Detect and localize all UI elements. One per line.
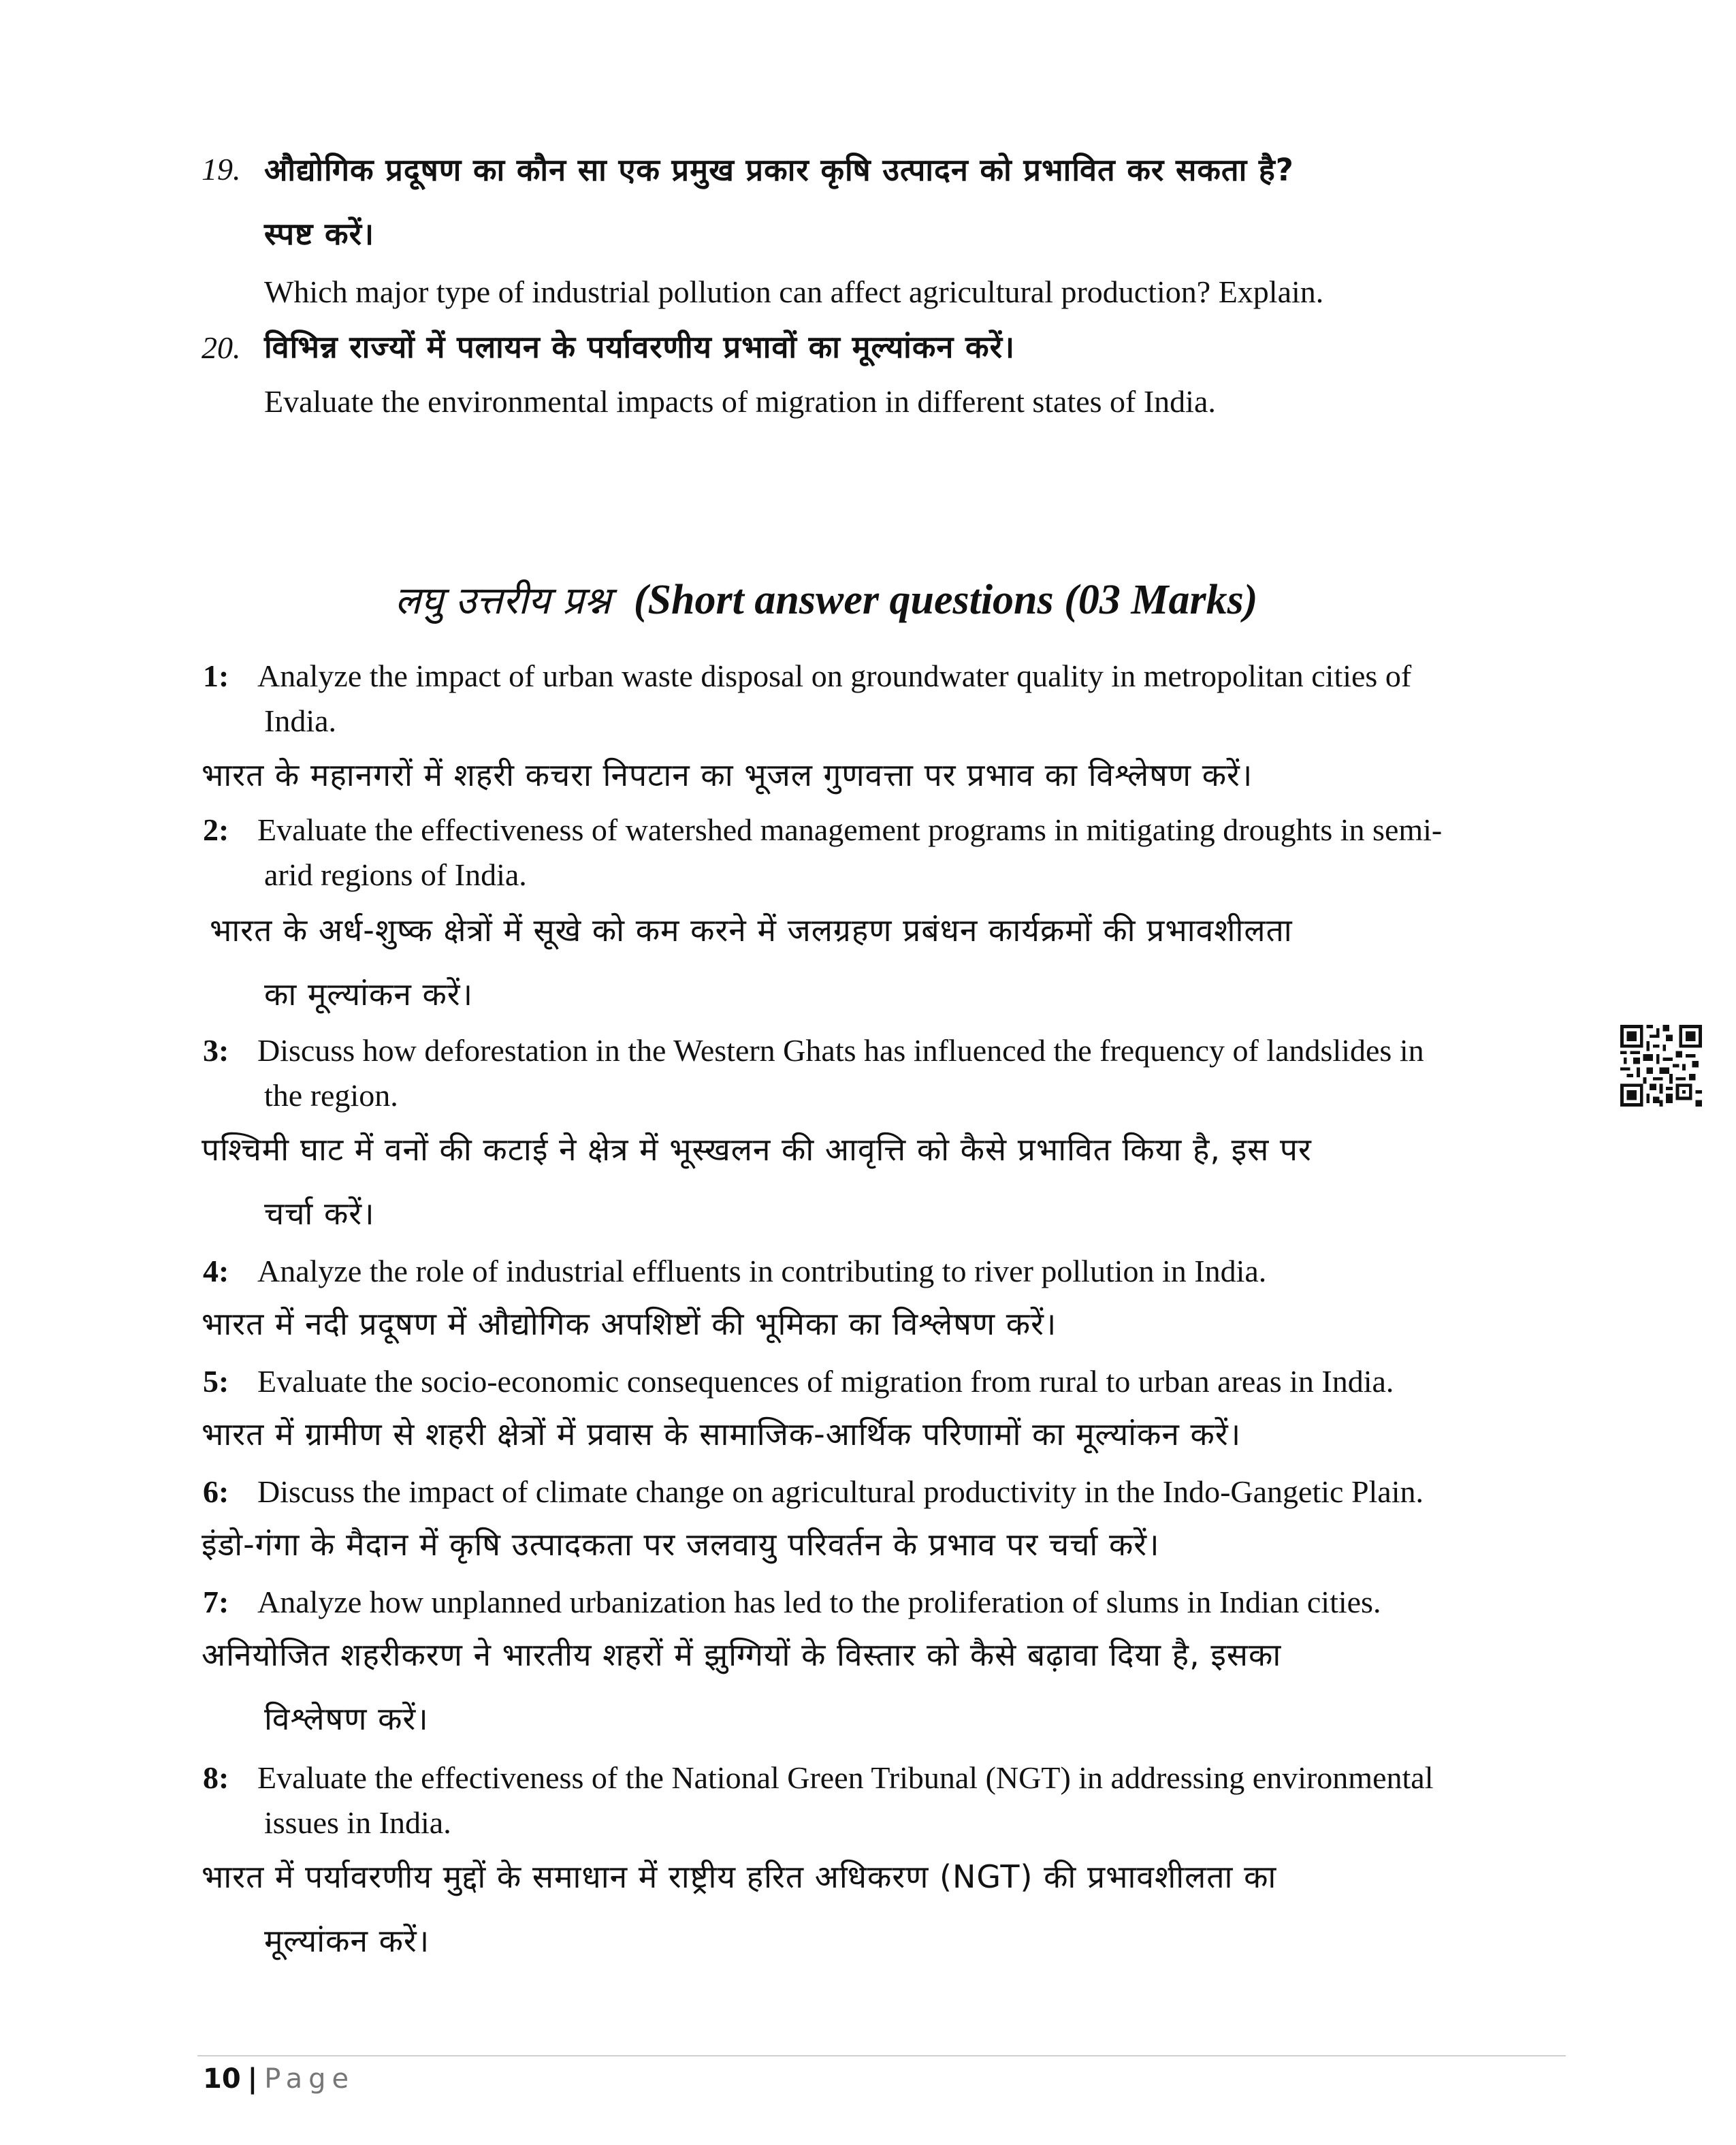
question-hindi-continued: स्पष्ट करें। (264, 216, 375, 252)
footer-separator: | (247, 2063, 258, 2095)
question-english: Analyze how unplanned urbanization has led to the proliferation of slums in Indian cities. (257, 1585, 1381, 1619)
question-number: 4: (203, 1254, 229, 1288)
page-number: 10 (203, 2063, 241, 2095)
question-hindi: इंडो-गंगा के मैदान में कृषि उत्पादकता पर जलवायु परिवर्तन के प्रभाव पर चर्चा करें। (202, 1526, 1160, 1563)
qr-code-icon (1620, 1025, 1702, 1107)
question-hindi-continued: का मूल्यांकन करें। (264, 976, 474, 1013)
question-number: 20. (202, 330, 241, 365)
question-hindi: अनियोजित शहरीकरण ने भारतीय शहरों में झुग्गियों के विस्तार को कैसे बढ़ावा दिया है, इसका (202, 1636, 1282, 1673)
question-english-continued: arid regions of India. (264, 857, 527, 892)
question-english: Evaluate the socio-economic consequences of migration from rural to urban areas in India. (257, 1364, 1394, 1399)
question-english: Evaluate the effectiveness of the National Green Tribunal (NGT) in addressing environmental (257, 1760, 1434, 1795)
question-hindi-continued: मूल्यांकन करें। (264, 1922, 430, 1959)
question-english: Evaluate the environmental impacts of migration in different states of India. (264, 384, 1216, 419)
question-english-continued: India. (264, 703, 337, 738)
question-english: Evaluate the effectiveness of watershed management programs in mitigating droughts in semi- (257, 812, 1443, 847)
question-hindi: भारत में ग्रामीण से शहरी क्षेत्रों में प्रवास के सामाजिक-आर्थिक परिणामों का मूल्यांकन करें। (202, 1416, 1242, 1452)
question-number: 8: (203, 1760, 229, 1795)
question-number: 6: (203, 1474, 229, 1509)
section-heading (395, 573, 1257, 625)
question-number: 19. (202, 152, 241, 187)
question-english-continued: the region. (264, 1078, 398, 1113)
question-english: Which major type of industrial pollution can affect agricultural production? Explain. (264, 274, 1324, 309)
question-english: Analyze the role of industrial effluents in contributing to river pollution in India. (257, 1254, 1267, 1288)
question-hindi-continued: चर्चा करें। (264, 1195, 375, 1232)
question-hindi: भारत के अर्ध-शुष्क क्षेत्रों में सूखे को कम करने में जलग्रहण प्रबंधन कार्यक्रमों की प्रभावशीलता (210, 912, 1293, 949)
question-hindi: विभिन्न राज्यों में पलायन के पर्यावरणीय प्रभावों का मूल्यांकन करें। (264, 329, 1016, 365)
question-english: Discuss how deforestation in the Western Ghats has influenced the frequency of landslides in (257, 1033, 1424, 1068)
question-hindi: भारत में पर्यावरणीय मुद्दों के समाधान में राष्ट्रीय हरित अधिकरण (NGT) की प्रभावशीलता का (202, 1858, 1277, 1895)
page-footer (203, 2063, 355, 2095)
question-number: 5: (203, 1364, 229, 1399)
question-hindi: भारत के महानगरों में शहरी कचरा निपटान का भूजल गुणवत्ता पर प्रभाव का विश्लेषण करें। (202, 757, 1253, 793)
page-label: Page (264, 2063, 355, 2095)
question-hindi: भारत में नदी प्रदूषण में औद्योगिक अपशिष्टों की भूमिका का विश्लेषण करें। (202, 1305, 1057, 1342)
section-heading-english: (Short answer questions (03 Marks) (633, 577, 1258, 623)
question-hindi: औद्योगिक प्रदूषण का कौन सा एक प्रमुख प्रकार कृषि उत्पादन को प्रभावित कर सकता है? (264, 152, 1294, 188)
footer-divider (197, 2055, 1566, 2056)
section-heading-hindi: लघु उत्तरीय प्रश्न (395, 579, 611, 623)
question-hindi-continued: विश्लेषण करें। (264, 1700, 429, 1737)
question-english: Discuss the impact of climate change on agricultural productivity in the Indo-Gangetic Plain. (257, 1474, 1424, 1509)
question-number: 3: (203, 1033, 229, 1068)
question-hindi: पश्चिमी घाट में वनों की कटाई ने क्षेत्र में भूस्खलन की आवृत्ति को कैसे प्रभावित किया है, इस पर (202, 1131, 1312, 1168)
question-number: 2: (203, 812, 229, 847)
question-english-continued: issues in India. (264, 1805, 451, 1840)
question-number: 1: (203, 658, 229, 693)
question-number: 7: (203, 1585, 229, 1619)
question-english: Analyze the impact of urban waste disposal on groundwater quality in metropolitan cities of (257, 658, 1412, 693)
